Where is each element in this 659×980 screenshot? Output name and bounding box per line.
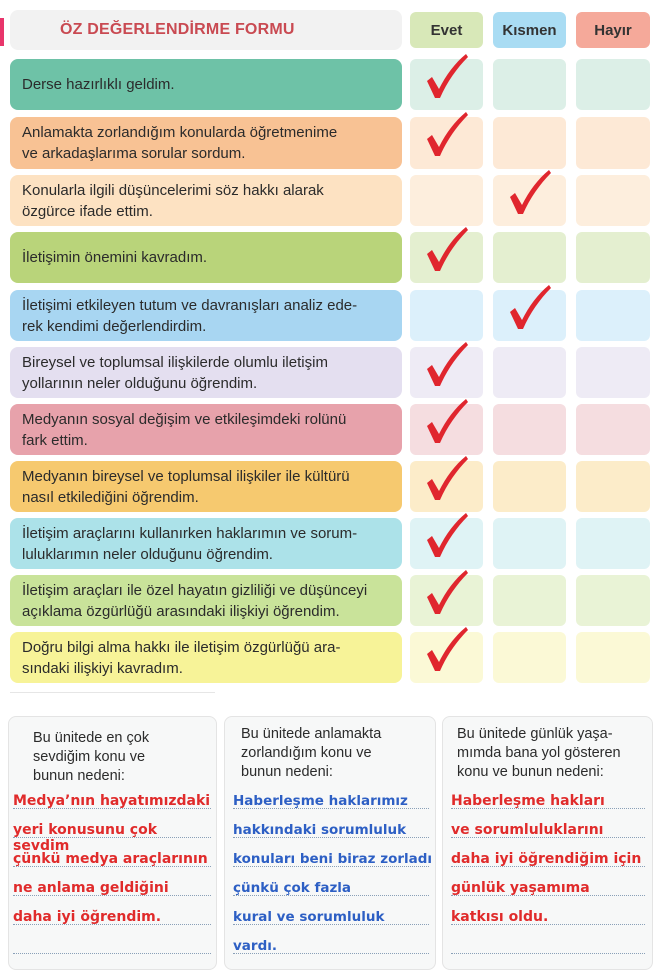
answer-cell-hayır[interactable] (576, 232, 650, 283)
answer-cell-kısmen[interactable] (493, 232, 566, 283)
reflection-answer-line: günlük yaşamıma (451, 880, 590, 896)
checkmark-icon (422, 109, 470, 161)
assessment-statement: İletişimin önemini kavradım. (10, 232, 402, 283)
reflection-answer-line: Haberleşme hakları (451, 793, 605, 809)
reflection-answer-line: yeri konusunu çok sevdim (13, 822, 158, 854)
reflection-box-guiding-topic (442, 716, 653, 970)
checkmark-icon (505, 282, 553, 334)
reflection-answer-line: katkısı oldu. (451, 909, 549, 925)
assessment-row (10, 461, 650, 512)
assessment-statement: Doğru bilgi alma hakkı ile iletişim özgürlüğü ara- sındaki ilişkiyi kavradım. (10, 632, 402, 683)
assessment-statement: Bireysel ve toplumsal ilişkilerde olumlu iletişim yollarının neler olduğunu öğrendim. (10, 347, 402, 398)
answer-cell-hayır[interactable] (576, 404, 650, 455)
answer-cell-kısmen[interactable] (493, 404, 566, 455)
checkmark-icon (422, 339, 470, 391)
reflection-question: Bu ünitede anlamakta zorlandığım konu ve bunun nedeni: (241, 726, 382, 780)
assessment-statement: Medyanın sosyal değişim ve etkileşimdeki rolünü fark ettim. (10, 404, 402, 455)
assessment-row (10, 632, 650, 683)
checkmark-icon (422, 453, 470, 505)
assessment-row (10, 290, 650, 341)
assessment-statement: Anlamakta zorlandığım konularda öğretmenime ve arkadaşlarıma sorular sordum. (10, 117, 402, 169)
answer-cell-hayır[interactable] (576, 518, 650, 569)
reflection-answer-line: ne anlama geldiğini (13, 880, 169, 896)
answer-cell-kısmen[interactable] (493, 575, 566, 626)
assessment-statement: İletişimi etkileyen tutum ve davranışları analiz ede- rek kendimi değerlendirdim. (10, 290, 402, 341)
answer-cell-hayır[interactable] (576, 632, 650, 683)
answer-cell-hayır[interactable] (576, 575, 650, 626)
reflection-answer-line: ve sorumluluklarını (451, 822, 604, 838)
checkmark-icon (422, 224, 470, 276)
assessment-statement: İletişim araçlarını kullanırken haklarımın ve sorum- luluklarımın neler olduğunu öğrendim. (10, 518, 402, 569)
assessment-row (10, 575, 650, 626)
reflection-question: Bu ünitede en çok sevdiğim konu ve bunun nedeni: (33, 730, 150, 784)
divider (10, 692, 215, 693)
reflection-box-favorite-topic (8, 716, 217, 970)
answer-cell-kısmen[interactable] (493, 632, 566, 683)
answer-cell-evet[interactable] (410, 290, 483, 341)
reflection-answer-line: Haberleşme haklarımız (233, 793, 408, 809)
assessment-statement: İletişim araçları ile özel hayatın gizliliği ve düşünceyi açıklama özgürlüğü arasındaki ilişkiyi öğrendim. (10, 575, 402, 626)
reflection-answer-line: hakkındaki sorumluluk (233, 822, 407, 838)
checkmark-icon (422, 624, 470, 676)
assessment-row (10, 232, 650, 283)
assessment-row (10, 117, 650, 169)
reflection-answer-line: kural ve sorumluluk (233, 909, 385, 925)
answer-cell-hayır[interactable] (576, 290, 650, 341)
checkmark-icon (422, 396, 470, 448)
form-title: ÖZ DEĞERLENDİRME FORMU (10, 10, 402, 50)
assessment-row (10, 518, 650, 569)
reflection-box-difficult-topic (224, 716, 436, 970)
assessment-row (10, 404, 650, 455)
column-header-kismen: Kısmen (493, 12, 566, 48)
reflection-question: Bu ünitede günlük yaşa- mımda bana yol gösteren konu ve bunun nedeni: (457, 726, 621, 780)
answer-cell-kısmen[interactable] (493, 461, 566, 512)
reflection-answer-line: daha iyi öğrendim. (13, 909, 162, 925)
checkmark-icon (505, 167, 553, 219)
column-header-hayir: Hayır (576, 12, 650, 48)
assessment-row (10, 175, 650, 226)
assessment-statement: Konularla ilgili düşüncelerimi söz hakkı alarak özgürce ifade ettim. (10, 175, 402, 226)
answer-cell-hayır[interactable] (576, 59, 650, 110)
answer-cell-hayır[interactable] (576, 175, 650, 226)
assessment-statement: Medyanın bireysel ve toplumsal ilişkiler ile kültürü nasıl etkilediğini öğrendim. (10, 461, 402, 512)
checkmark-icon (422, 51, 470, 103)
answer-cell-kısmen[interactable] (493, 59, 566, 110)
answer-cell-hayır[interactable] (576, 117, 650, 169)
assessment-row (10, 347, 650, 398)
checkmark-icon (422, 510, 470, 562)
answer-cell-kısmen[interactable] (493, 117, 566, 169)
column-header-evet: Evet (410, 12, 483, 48)
answer-cell-hayır[interactable] (576, 461, 650, 512)
answer-cell-evet[interactable] (410, 175, 483, 226)
assessment-statement: Derse hazırlıklı geldim. (10, 59, 402, 110)
reflection-answer-line: konuları beni biraz zorladı (233, 851, 433, 867)
answer-cell-kısmen[interactable] (493, 518, 566, 569)
checkmark-icon (422, 567, 470, 619)
assessment-row (10, 59, 650, 110)
answer-cell-hayır[interactable] (576, 347, 650, 398)
reflection-answer-line: çünkü çok fazla (233, 880, 352, 896)
reflection-answer-line: vardı. (233, 938, 277, 954)
reflection-answer-line: Medya’nın hayatımızdaki (13, 793, 211, 809)
page-edge-mark (0, 18, 4, 46)
reflection-answer-line: daha iyi öğrendiğim için (451, 851, 642, 867)
answer-cell-kısmen[interactable] (493, 347, 566, 398)
reflection-answer-line: çünkü medya araçlarının (13, 851, 208, 867)
